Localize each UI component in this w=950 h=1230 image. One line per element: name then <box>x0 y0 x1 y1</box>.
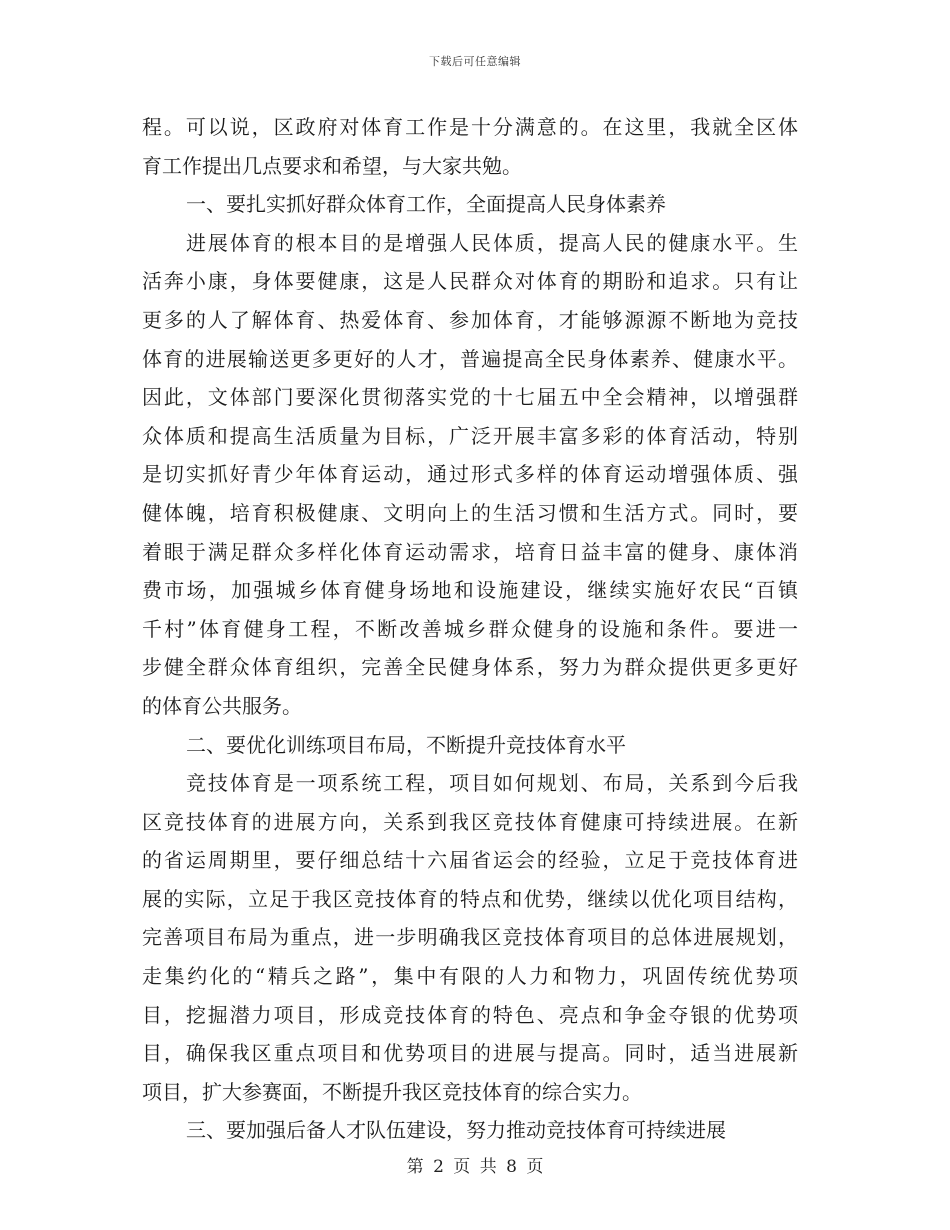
text-line: 育工作提出几点要求和希望，与大家共勉。 <box>142 153 522 178</box>
text-line: 竞技体育是一项系统工程，项目如何规划、布局，关系到今后我 <box>186 771 798 796</box>
text-line: 目，挖掘潜力项目，形成竞技体育的特色、亮点和争金夺银的优势项 <box>142 1002 798 1027</box>
text-line: 展的实际，立足于我区竞技体育的特点和优势，继续以优化项目结构， <box>142 886 798 911</box>
text-line: 更多的人了解体育、热爱体育、参加体育，才能够源源不断地为竞技 <box>142 307 798 332</box>
page-header: 下载后可任意编辑 <box>429 55 521 68</box>
text-line: 因此，文体部门要深化贯彻落实党的十七届五中全会精神，以增强群 <box>142 385 798 410</box>
text-line: 是切实抓好青少年体育运动，通过形式多样的体育运动增强体质、强 <box>142 462 798 487</box>
text-line: 的省运周期里，要仔细总结十六届省运会的经验，立足于竞技体育进 <box>142 848 798 873</box>
text-line: 体育的进展输送更多更好的人才，普遍提高全民身体素养、健康水平。 <box>142 346 798 371</box>
section-heading: 一、要扎实抓好群众体育工作，全面提高人民身体素养 <box>186 192 666 217</box>
text-line: 目，确保我区重点项目和优势项目的进展与提高。同时，适当进展新 <box>142 1041 798 1066</box>
text-line: 完善项目布局为重点，进一步明确我区竞技体育项目的总体进展规划， <box>142 925 798 950</box>
text-line: 区竞技体育的进展方向，关系到我区竞技体育健康可持续进展。在新 <box>142 809 798 834</box>
text-line: 活奔小康，身体要健康，这是人民群众对体育的期盼和追求。只有让 <box>142 269 798 294</box>
section-heading: 三、要加强后备人才队伍建设，努力推动竞技体育可持续进展 <box>186 1118 726 1143</box>
text-line: 的体育公共服务。 <box>142 693 302 718</box>
text-line: 走集约化的“精兵之路”，集中有限的人力和物力，巩固传统优势项 <box>142 964 798 989</box>
text-line: 着眼于满足群众多样化体育运动需求，培育日益丰富的健身、康体消 <box>142 539 798 564</box>
text-line: 项目，扩大参赛面，不断提升我区竞技体育的综合实力。 <box>142 1079 642 1104</box>
text-line: 进展体育的根本目的是增强人民体质，提高人民的健康水平。生 <box>186 230 798 255</box>
document-body <box>142 108 798 1150</box>
page-footer: 第 2 页 共 8 页 <box>406 1157 544 1177</box>
text-line: 费市场，加强城乡体育健身场地和设施建设，继续实施好农民“百镇 <box>142 578 798 603</box>
text-line: 程。可以说，区政府对体育工作是十分满意的。在这里，我就全区体 <box>142 115 798 139</box>
section-heading: 二、要优化训练项目布局，不断提升竞技体育水平 <box>186 732 626 757</box>
text-line: 众体质和提高生活质量为目标，广泛开展丰富多彩的体育活动，特别 <box>142 423 798 448</box>
text-line: 健体魄，培育积极健康、文明向上的生活习惯和生活方式。同时，要 <box>142 500 798 525</box>
text-line: 步健全群众体育组织，完善全民健身体系，努力为群众提供更多更好 <box>142 655 798 680</box>
text-line: 千村”体育健身工程，不断改善城乡群众健身的设施和条件。要进一 <box>142 616 798 641</box>
